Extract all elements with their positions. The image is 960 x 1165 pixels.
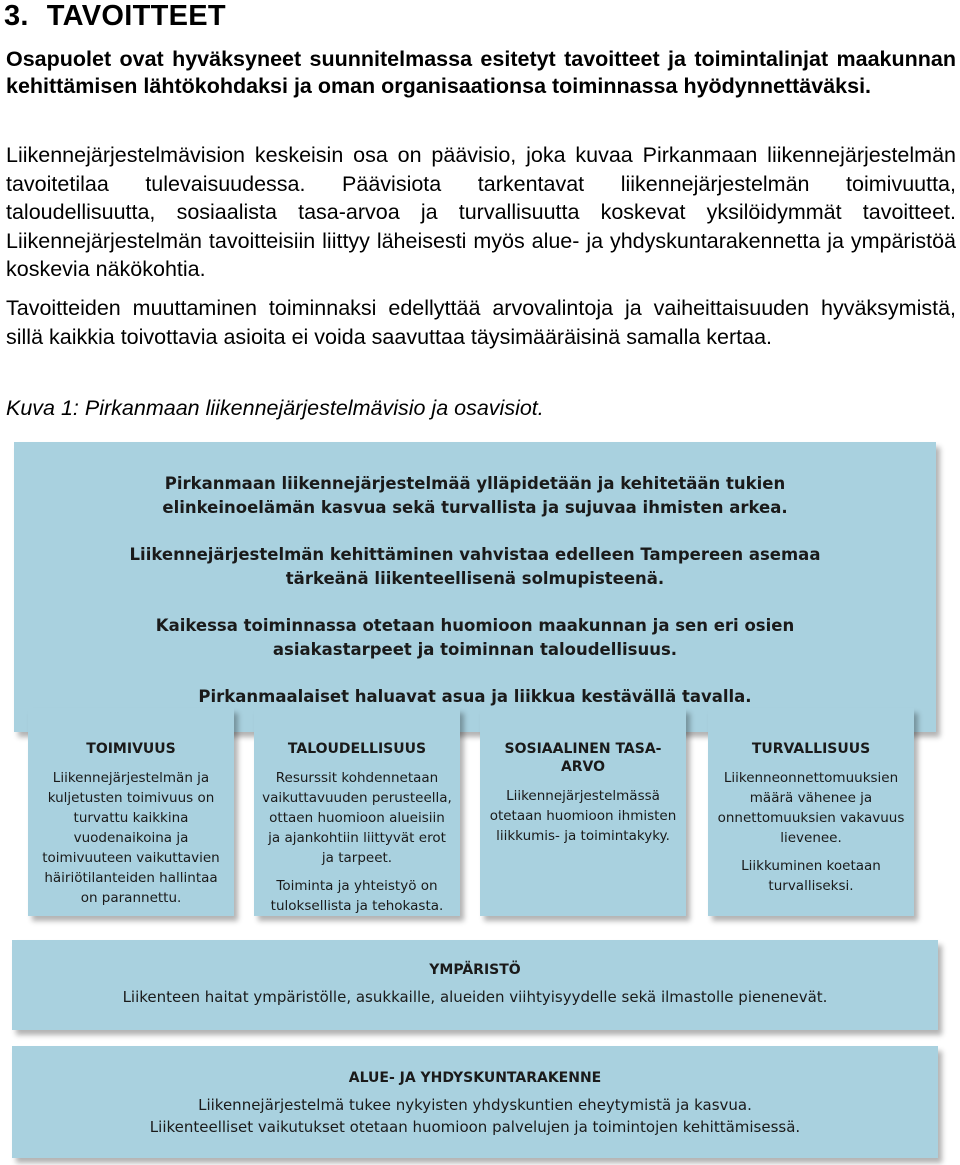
goal-box-title: SOSIAALINEN TASA-ARVO bbox=[504, 741, 662, 775]
goal-box-text-secondary: Liikkuminen koetaan turvalliseksi. bbox=[741, 858, 881, 894]
section-heading bbox=[4, 0, 226, 32]
goal-box-taloudellisuus bbox=[254, 708, 460, 916]
goal-box-sosiaalinen-tasa-arvo bbox=[480, 708, 686, 916]
main-vision-panel bbox=[14, 442, 936, 732]
vision-line: Pirkanmaalaiset haluavat asua ja liikkua kestävällä tavalla. bbox=[198, 686, 752, 706]
goal-box-text-secondary: Toiminta ja yhteistyö on tuloksellista ja tehokasta. bbox=[270, 878, 444, 914]
goal-box-text: Resurssit kohdennetaan vaikuttavuuden perusteella, ottaen huomioon alueisiin ja ajankohtiin liittyvät erot ja tarpeet. bbox=[262, 770, 452, 866]
intro-paragraph: Osapuolet ovat hyväksyneet suunnitelmassa esitetyt tavoitteet ja toimintalinjat maakunnan kehittämisen lähtökohdaksi ja oman organisaationsa toiminnassa hyödynnettäväksi. bbox=[6, 47, 956, 98]
urban-structure-text: Liikennejärjestelmä tukee nykyisten yhdyskuntien eheytymistä ja kasvua. bbox=[198, 1096, 752, 1114]
urban-structure-panel bbox=[12, 1046, 938, 1158]
vision-line: Pirkanmaan liikennejärjestelmää ylläpidetään ja kehitetään tukien elinkeinoelämän kasvua sekä turvallista ja sujuvaa ihmisten arkea. bbox=[162, 473, 788, 517]
goal-box-toimivuus bbox=[28, 708, 234, 916]
goal-box-text: Liikenneonnettomuuksien määrä vähenee ja onnettomuuksien vakavuus lievenee. bbox=[717, 770, 905, 846]
body-paragraph: Liikennejärjestelmävision keskeisin osa on päävisio, joka kuvaa Pirkanmaan liikennejärjestelmän tavoitetilaa tulevaisuudessa. Päävisiota tarkentavat liikennejärjestelmän toimivuutta, taloudellisuutta, sosiaalista tasa-arvoa ja turvallisuutta koskevat yksilöidymmät tavoitteet. Liikennejärjestelmän tavoitteisiin liittyy läheisesti myös alue- ja yhdyskuntarakennetta ja ympäristöä koskevia näkökohtia. bbox=[6, 143, 956, 281]
vision-line: Kaikessa toiminnassa otetaan huomioon maakunnan ja sen eri osien asiakastarpeet ja toiminnan taloudellisuus. bbox=[155, 615, 795, 659]
goal-box-text: Liikennejärjestelmässä otetaan huomioon ihmisten liikkumis- ja toimintakyky. bbox=[489, 788, 677, 844]
environment-title: YMPÄRISTÖ bbox=[429, 962, 521, 978]
urban-structure-title: ALUE- JA YHDYSKUNTARAKENNE bbox=[348, 1070, 602, 1086]
goal-box-turvallisuus bbox=[708, 708, 914, 916]
vision-figure bbox=[0, 436, 960, 1165]
section-number: 3. bbox=[4, 0, 29, 32]
goal-box-title: TALOUDELLISUUS bbox=[287, 741, 427, 757]
goal-box-title: TOIMIVUUS bbox=[86, 741, 176, 757]
body-paragraph: Tavoitteiden muuttaminen toiminnaksi edellyttää arvovalintoja ja vaiheittaisuuden hyväksymistä, sillä kaikkia toivottavia asioita ei voida saavuttaa täysimääräisinä samalla kertaa. bbox=[6, 296, 956, 349]
goal-box-title: TURVALLISUUS bbox=[751, 741, 871, 757]
environment-text: Liikenteen haitat ympäristölle, asukkaille, alueiden viihtyisyydelle sekä ilmastolle pienenevät. bbox=[122, 988, 828, 1006]
figure-caption: Kuva 1: Pirkanmaan liikennejärjestelmävisio ja osavisiot. bbox=[6, 396, 544, 420]
section-title: TAVOITTEET bbox=[46, 0, 226, 32]
goal-box-text: Liikennejärjestelmän ja kuljetusten toimivuus on turvattu kaikkina vuodenaikoina ja toimivuuteen vaikuttavien häiriötilanteiden hallintaa on parannettu. bbox=[42, 770, 220, 906]
environment-panel bbox=[12, 940, 938, 1030]
urban-structure-text: Liikenteelliset vaikutukset otetaan huomioon palvelujen ja toimintojen kehittämisessä. bbox=[149, 1118, 801, 1136]
vision-line: Liikennejärjestelmän kehittäminen vahvistaa edelleen Tampereen asemaa tärkeänä liikenteellisenä solmupisteenä. bbox=[129, 544, 821, 588]
